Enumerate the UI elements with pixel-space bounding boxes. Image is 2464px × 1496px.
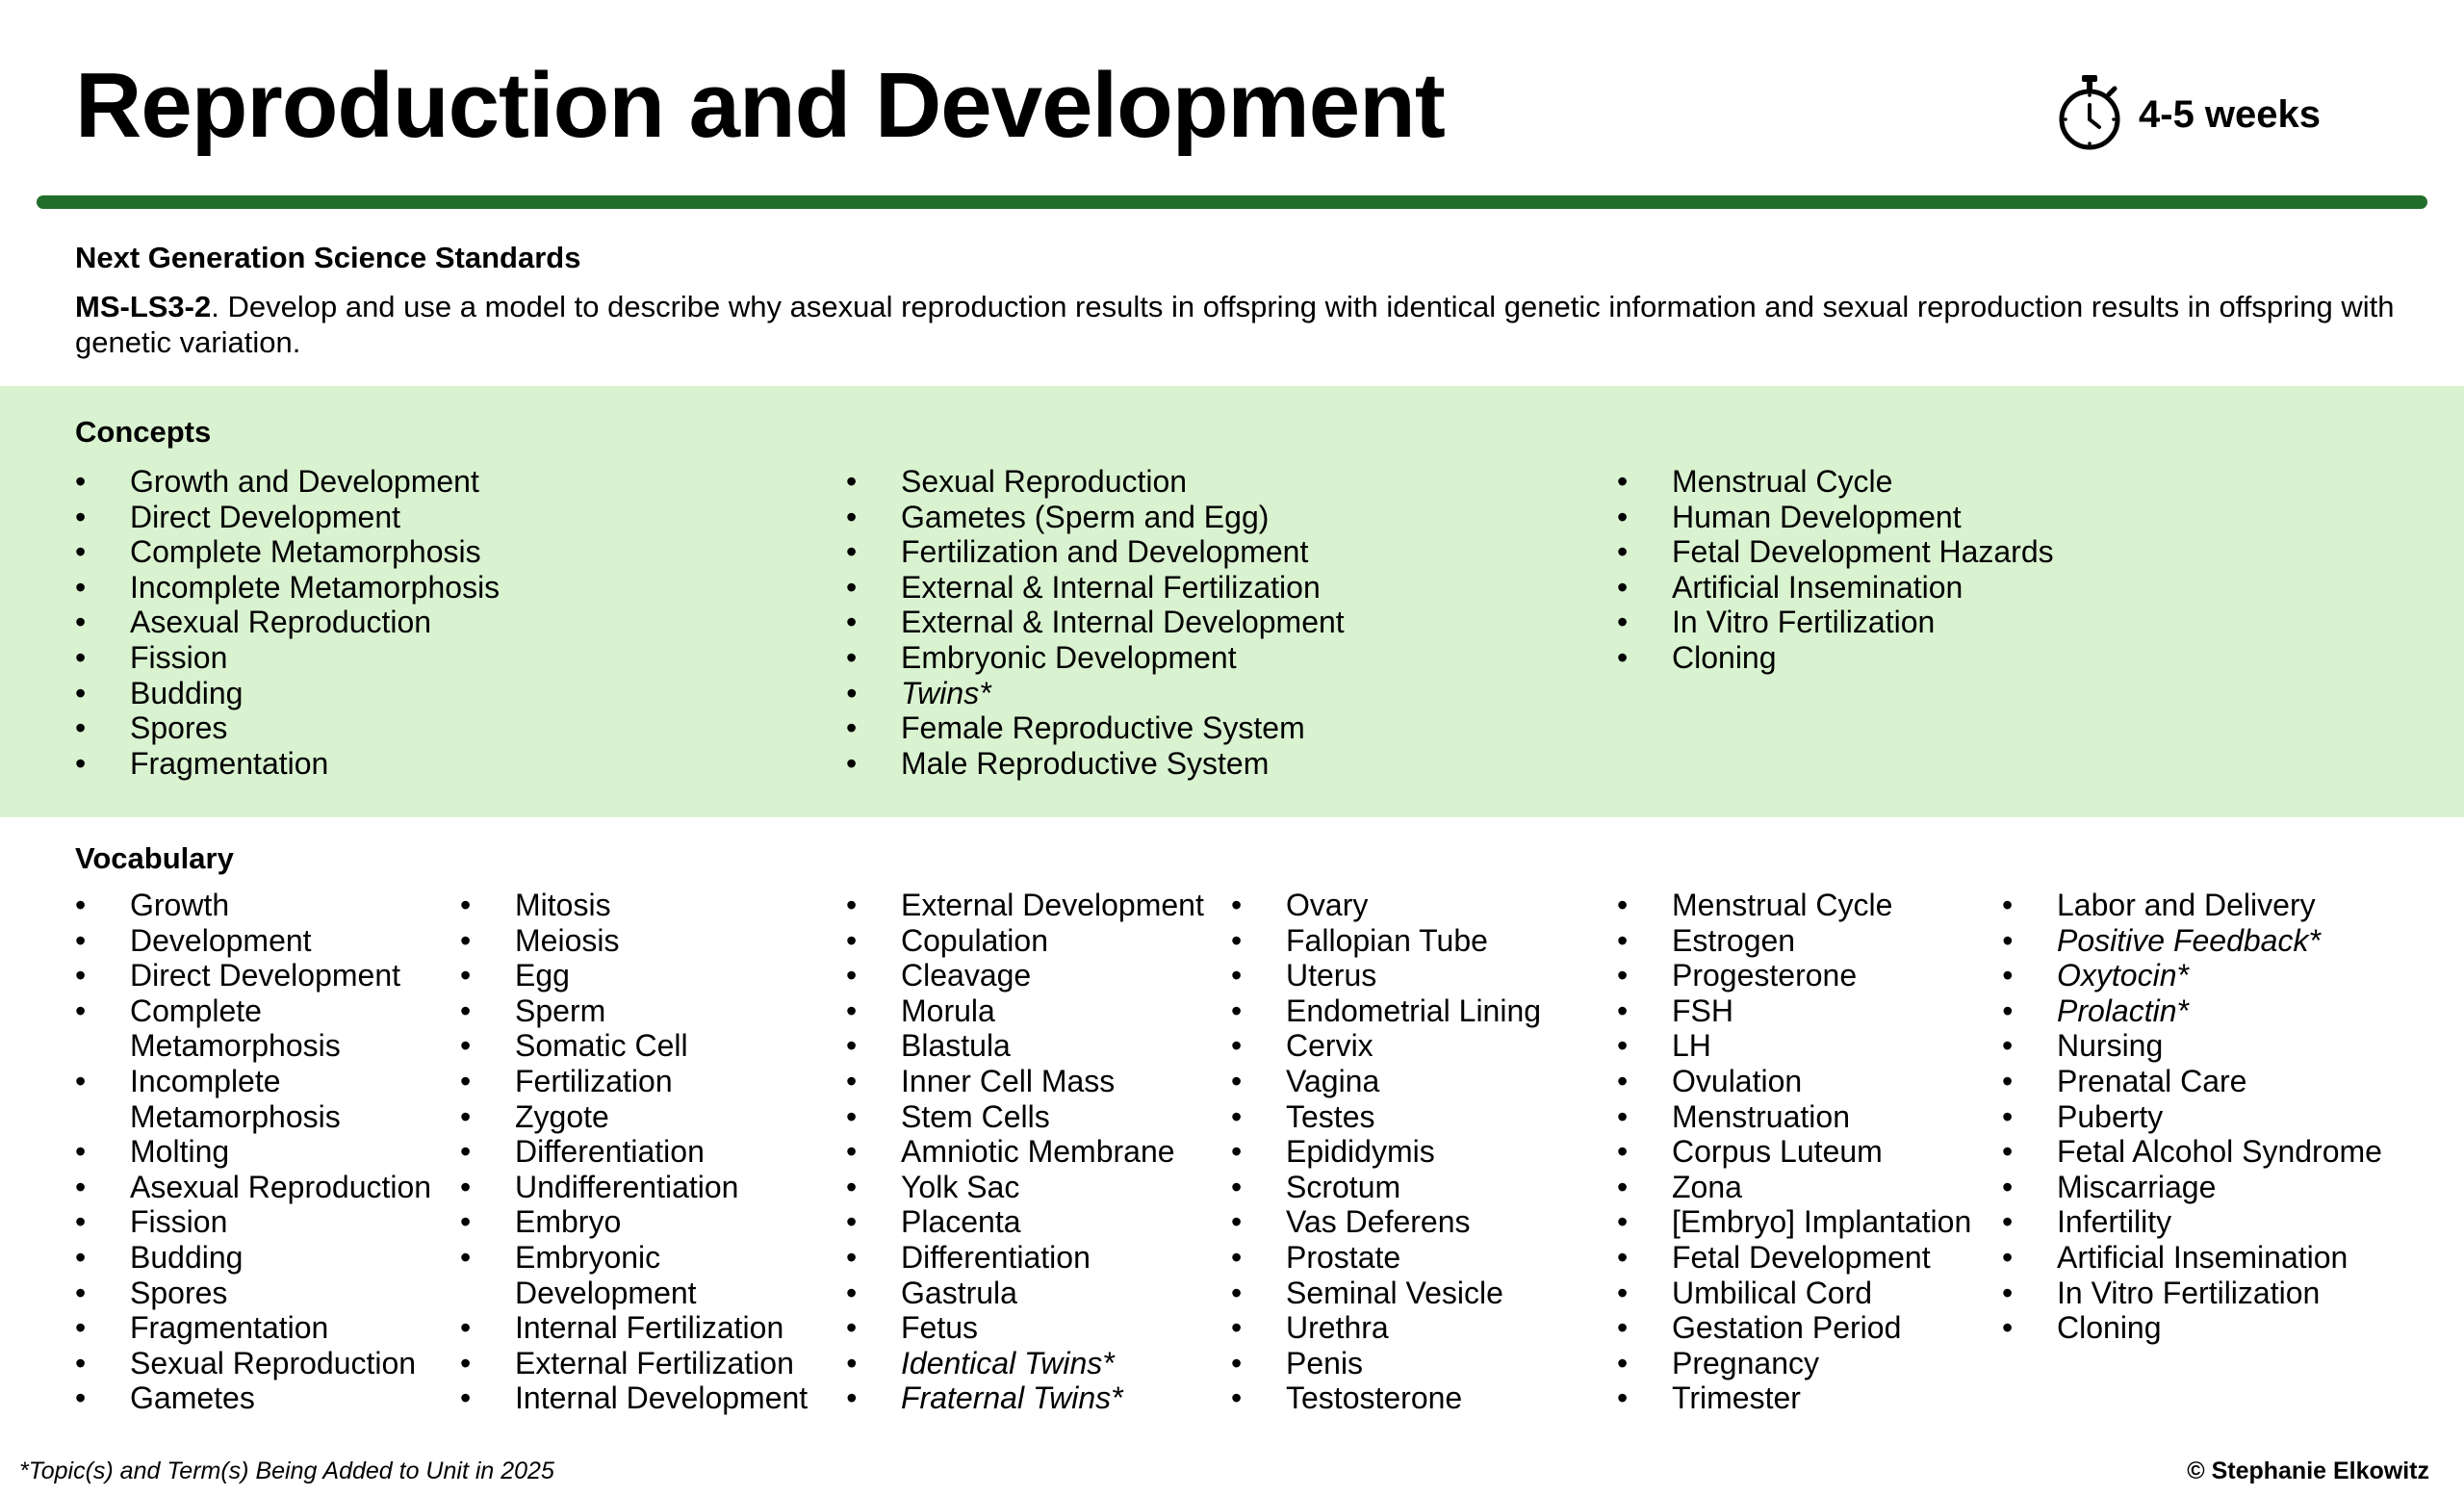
list-item: • Corpus Luteum <box>1617 1134 2002 1170</box>
list-item: • Menstrual Cycle <box>1617 464 2368 500</box>
list-item: • Spores <box>75 710 826 746</box>
list-item: • Prolactin* <box>2002 993 2387 1029</box>
list-item: • Umbilical Cord <box>1617 1276 2002 1311</box>
list-item: • Male Reproductive System <box>846 746 1597 782</box>
vocabulary-column-4 <box>1231 888 1616 1416</box>
list-item: • Fetal Alcohol Syndrome <box>2002 1134 2387 1170</box>
list-item: • Incomplete Metamorphosis <box>75 1064 460 1134</box>
list-item: • Twins* <box>846 676 1597 711</box>
duration-badge <box>2056 75 2321 154</box>
list-item: • Zona <box>1617 1170 2002 1205</box>
list-item: • Prenatal Care <box>2002 1064 2387 1099</box>
list-item: • Progesterone <box>1617 958 2002 993</box>
list-item: • Oxytocin* <box>2002 958 2387 993</box>
concepts-column-3 <box>1617 464 2368 676</box>
concepts-column-1 <box>75 464 826 781</box>
list-item: • Somatic Cell <box>460 1028 845 1064</box>
concepts-column-2 <box>846 464 1597 781</box>
list-item: • Vagina <box>1231 1064 1616 1099</box>
list-item: • Gastrula <box>846 1276 1231 1311</box>
vocabulary-column-6 <box>2002 888 2387 1346</box>
standard-code: MS-LS3-2 <box>75 290 212 323</box>
list-item: • Internal Fertilization <box>460 1310 845 1346</box>
vocabulary-column-5 <box>1617 888 2002 1416</box>
list-item: • Fetal Development Hazards <box>1617 534 2368 570</box>
list-item: • Female Reproductive System <box>846 710 1597 746</box>
list-item: • Amniotic Membrane <box>846 1134 1231 1170</box>
list-item: • Copulation <box>846 923 1231 959</box>
vocabulary-column-2 <box>460 888 845 1416</box>
list-item: • Prostate <box>1231 1240 1616 1276</box>
list-item: • Miscarriage <box>2002 1170 2387 1205</box>
list-item: • Egg <box>460 958 845 993</box>
copyright: © Stephanie Elkowitz <box>2187 1457 2429 1484</box>
list-item: • Fallopian Tube <box>1231 923 1616 959</box>
list-item: • Infertility <box>2002 1204 2387 1240</box>
list-item: • Puberty <box>2002 1099 2387 1135</box>
standards-heading: Next Generation Science Standards <box>75 241 581 274</box>
list-item: • In Vitro Fertilization <box>2002 1276 2387 1311</box>
standards-text <box>75 289 2404 360</box>
list-item: • Gametes (Sperm and Egg) <box>846 500 1597 535</box>
list-item: • Meiosis <box>460 923 845 959</box>
vocabulary-column-3 <box>846 888 1231 1416</box>
list-item: • Morula <box>846 993 1231 1029</box>
list-item: • Penis <box>1231 1346 1616 1381</box>
list-item: • Scrotum <box>1231 1170 1616 1205</box>
list-item: • Incomplete Metamorphosis <box>75 570 826 606</box>
list-item: • Budding <box>75 1240 460 1276</box>
list-item: • Fission <box>75 640 826 676</box>
list-item: • Fission <box>75 1204 460 1240</box>
list-item: • Fraternal Twins* <box>846 1380 1231 1416</box>
list-item: • Sexual Reproduction <box>846 464 1597 500</box>
list-item: • Uterus <box>1231 958 1616 993</box>
list-item: • LH <box>1617 1028 2002 1064</box>
list-item: • Inner Cell Mass <box>846 1064 1231 1099</box>
list-item: • Fertilization and Development <box>846 534 1597 570</box>
list-item: • Nursing <box>2002 1028 2387 1064</box>
list-item: • Mitosis <box>460 888 845 923</box>
list-item: • Cloning <box>2002 1310 2387 1346</box>
standard-description: . Develop and use a model to describe why asexual reproduction results in offspring with identical genetic information and sexual reproduction results in offspring with genetic variation. <box>75 290 2395 359</box>
list-item: • Direct Development <box>75 500 826 535</box>
list-item: • Undifferentiation <box>460 1170 845 1205</box>
list-item: • Sperm <box>460 993 845 1029</box>
list-item: • Budding <box>75 676 826 711</box>
concepts-heading: Concepts <box>75 415 212 449</box>
list-item: • Labor and Delivery <box>2002 888 2387 923</box>
stopwatch-icon <box>2056 73 2123 157</box>
list-item: • Sexual Reproduction <box>75 1346 460 1381</box>
list-item: • Embryonic Development <box>846 640 1597 676</box>
title-divider <box>37 195 2427 209</box>
list-item: • Gametes <box>75 1380 460 1416</box>
list-item: • Human Development <box>1617 500 2368 535</box>
list-item: • Positive Feedback* <box>2002 923 2387 959</box>
duration-label: 4-5 weeks <box>2139 92 2322 136</box>
list-item: • Urethra <box>1231 1310 1616 1346</box>
list-item: • Endometrial Lining <box>1231 993 1616 1029</box>
list-item: • Embryo <box>460 1204 845 1240</box>
list-item: • Identical Twins* <box>846 1346 1231 1381</box>
list-item: • Testes <box>1231 1099 1616 1135</box>
list-item: • Asexual Reproduction <box>75 605 826 640</box>
list-item: • Fragmentation <box>75 1310 460 1346</box>
list-item: • Zygote <box>460 1099 845 1135</box>
list-item: • Ovulation <box>1617 1064 2002 1099</box>
list-item: • Blastula <box>846 1028 1231 1064</box>
list-item: • External & Internal Fertilization <box>846 570 1597 606</box>
list-item: • Seminal Vesicle <box>1231 1276 1616 1311</box>
list-item: • Cervix <box>1231 1028 1616 1064</box>
list-item: • Complete Metamorphosis <box>75 534 826 570</box>
list-item: • Molting <box>75 1134 460 1170</box>
list-item: • External Development <box>846 888 1231 923</box>
list-item: • In Vitro Fertilization <box>1617 605 2368 640</box>
list-item: • Direct Development <box>75 958 460 993</box>
vocabulary-column-1 <box>75 888 460 1416</box>
list-item: • Growth and Development <box>75 464 826 500</box>
list-item: • Vas Deferens <box>1231 1204 1616 1240</box>
list-item: • Placenta <box>846 1204 1231 1240</box>
list-item: • Differentiation <box>460 1134 845 1170</box>
list-item: • Complete Metamorphosis <box>75 993 460 1064</box>
list-item: • Asexual Reproduction <box>75 1170 460 1205</box>
list-item: • Spores <box>75 1276 460 1311</box>
list-item: • FSH <box>1617 993 2002 1029</box>
list-item: • Menstrual Cycle <box>1617 888 2002 923</box>
list-item: • Menstruation <box>1617 1099 2002 1135</box>
vocabulary-heading: Vocabulary <box>75 841 234 875</box>
list-item: • Fetal Development <box>1617 1240 2002 1276</box>
list-item: • Embryonic Development <box>460 1240 845 1310</box>
list-item: • External & Internal Development <box>846 605 1597 640</box>
list-item: • Epididymis <box>1231 1134 1616 1170</box>
list-item: • Cleavage <box>846 958 1231 993</box>
page-title: Reproduction and Development <box>75 54 1445 157</box>
list-item: • Differentiation <box>846 1240 1231 1276</box>
list-item: • External Fertilization <box>460 1346 845 1381</box>
list-item: • Artificial Insemination <box>1617 570 2368 606</box>
list-item: • Gestation Period <box>1617 1310 2002 1346</box>
list-item: • Fertilization <box>460 1064 845 1099</box>
list-item: • Artificial Insemination <box>2002 1240 2387 1276</box>
list-item: • Yolk Sac <box>846 1170 1231 1205</box>
list-item: • Fetus <box>846 1310 1231 1346</box>
list-item: • [Embryo] Implantation <box>1617 1204 2002 1240</box>
list-item: • Cloning <box>1617 640 2368 676</box>
list-item: • Testosterone <box>1231 1380 1616 1416</box>
list-item: • Growth <box>75 888 460 923</box>
list-item: • Stem Cells <box>846 1099 1231 1135</box>
list-item: • Estrogen <box>1617 923 2002 959</box>
list-item: • Fragmentation <box>75 746 826 782</box>
list-item: • Ovary <box>1231 888 1616 923</box>
list-item: • Development <box>75 923 460 959</box>
footnote: *Topic(s) and Term(s) Being Added to Unit in 2025 <box>19 1457 554 1484</box>
list-item: • Trimester <box>1617 1380 2002 1416</box>
list-item: • Internal Development <box>460 1380 845 1416</box>
list-item: • Pregnancy <box>1617 1346 2002 1381</box>
